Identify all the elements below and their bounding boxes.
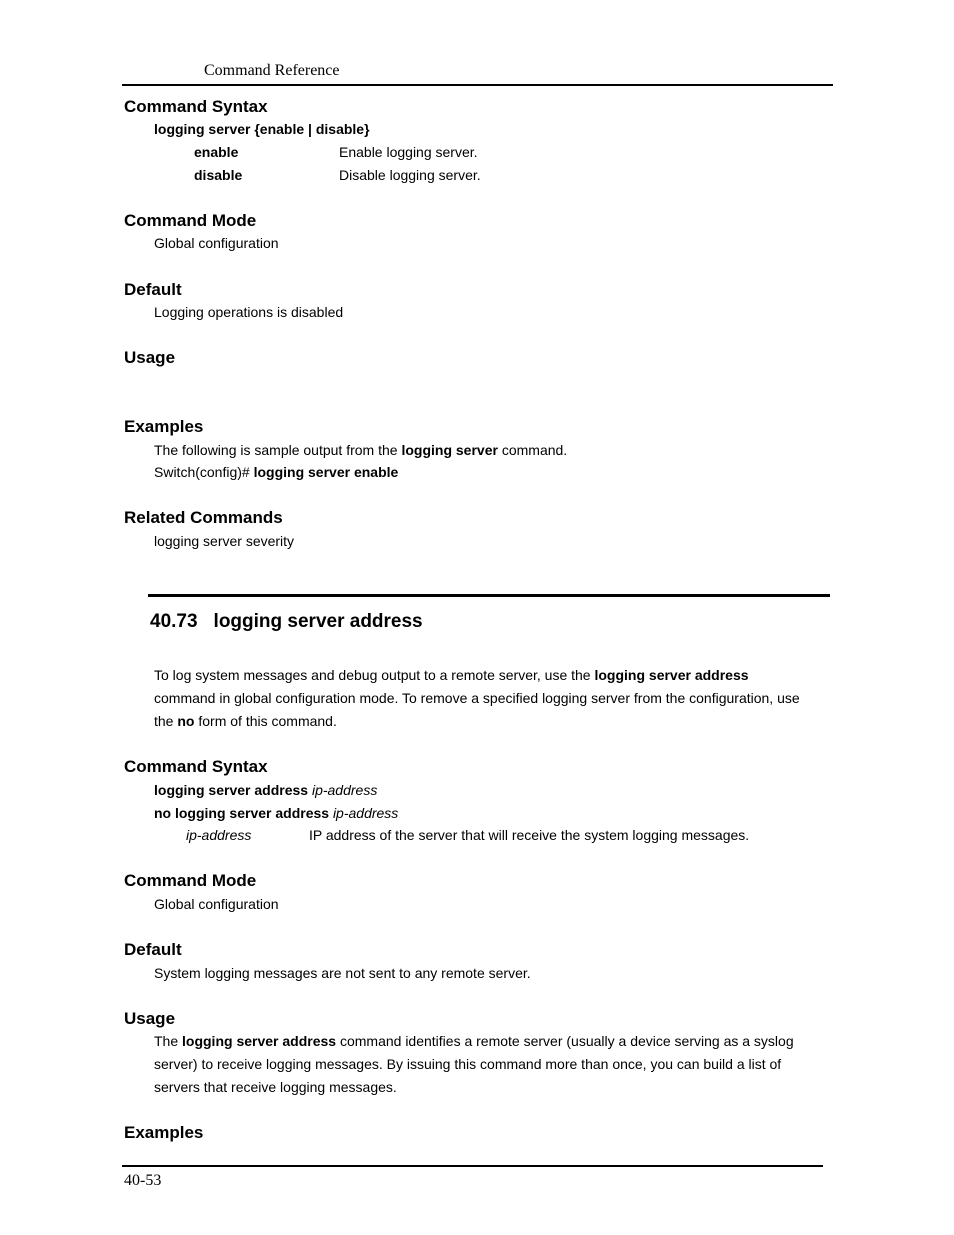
param-description: IP address of the server that will receive the system logging messages. [309, 827, 750, 843]
section-heading-command-mode: Command Mode [124, 211, 257, 230]
usage-line-1: The logging server address command identifies a remote server (usually a device serving as a syslog [154, 1033, 794, 1049]
param-name: disable [194, 167, 243, 183]
default-text: System logging messages are not sent to any remote server. [154, 965, 531, 981]
section-heading-usage: Usage [124, 348, 176, 367]
usage-line-3: servers that receive logging messages. [154, 1079, 397, 1095]
header-rule [122, 84, 833, 86]
section-title-text: logging server address [213, 611, 423, 632]
example-command-line: Switch(config)# logging server enable [154, 464, 399, 480]
command-mode-text: Global configuration [154, 235, 279, 251]
syntax-line: logging server {enable | disable} [154, 121, 370, 137]
section-heading-command-syntax: Command Syntax [124, 757, 268, 776]
section-title [150, 611, 423, 633]
command-mode-text: Global configuration [154, 896, 279, 912]
section-heading-examples: Examples [124, 417, 204, 436]
section-heading-command-mode: Command Mode [124, 871, 257, 890]
section-heading-command-syntax: Command Syntax [124, 97, 268, 116]
footer-rule [122, 1165, 823, 1167]
section-rule [148, 594, 830, 597]
intro-line-1: To log system messages and debug output to a remote server, use the logging server address [154, 667, 749, 683]
section-heading-default: Default [124, 280, 182, 299]
examples-text: The following is sample output from the logging server command. [154, 442, 568, 458]
section-heading-usage: Usage [124, 1009, 176, 1028]
usage-line-2: server) to receive logging messages. By issuing this command more than once, you can build a list of [154, 1056, 782, 1072]
syntax-line: no logging server address ip-address [154, 805, 399, 821]
syntax-line: logging server address ip-address [154, 782, 378, 798]
running-header: Command Reference [204, 62, 340, 79]
related-command-text: logging server severity [154, 533, 295, 549]
intro-line-3: the no form of this command. [154, 713, 337, 729]
section-number: 40.73 [150, 611, 198, 632]
page-number: 40-53 [124, 1172, 162, 1189]
param-description: Enable logging server. [339, 144, 478, 160]
section-heading-examples: Examples [124, 1123, 204, 1142]
param-name: ip-address [186, 827, 252, 843]
param-description: Disable logging server. [339, 167, 481, 183]
param-name: enable [194, 144, 239, 160]
section-heading-default: Default [124, 940, 182, 959]
intro-line-2: command in global configuration mode. To remove a specified logging server from the configuration, use [154, 690, 800, 706]
default-text: Logging operations is disabled [154, 304, 344, 320]
section-heading-related-commands: Related Commands [124, 508, 283, 527]
